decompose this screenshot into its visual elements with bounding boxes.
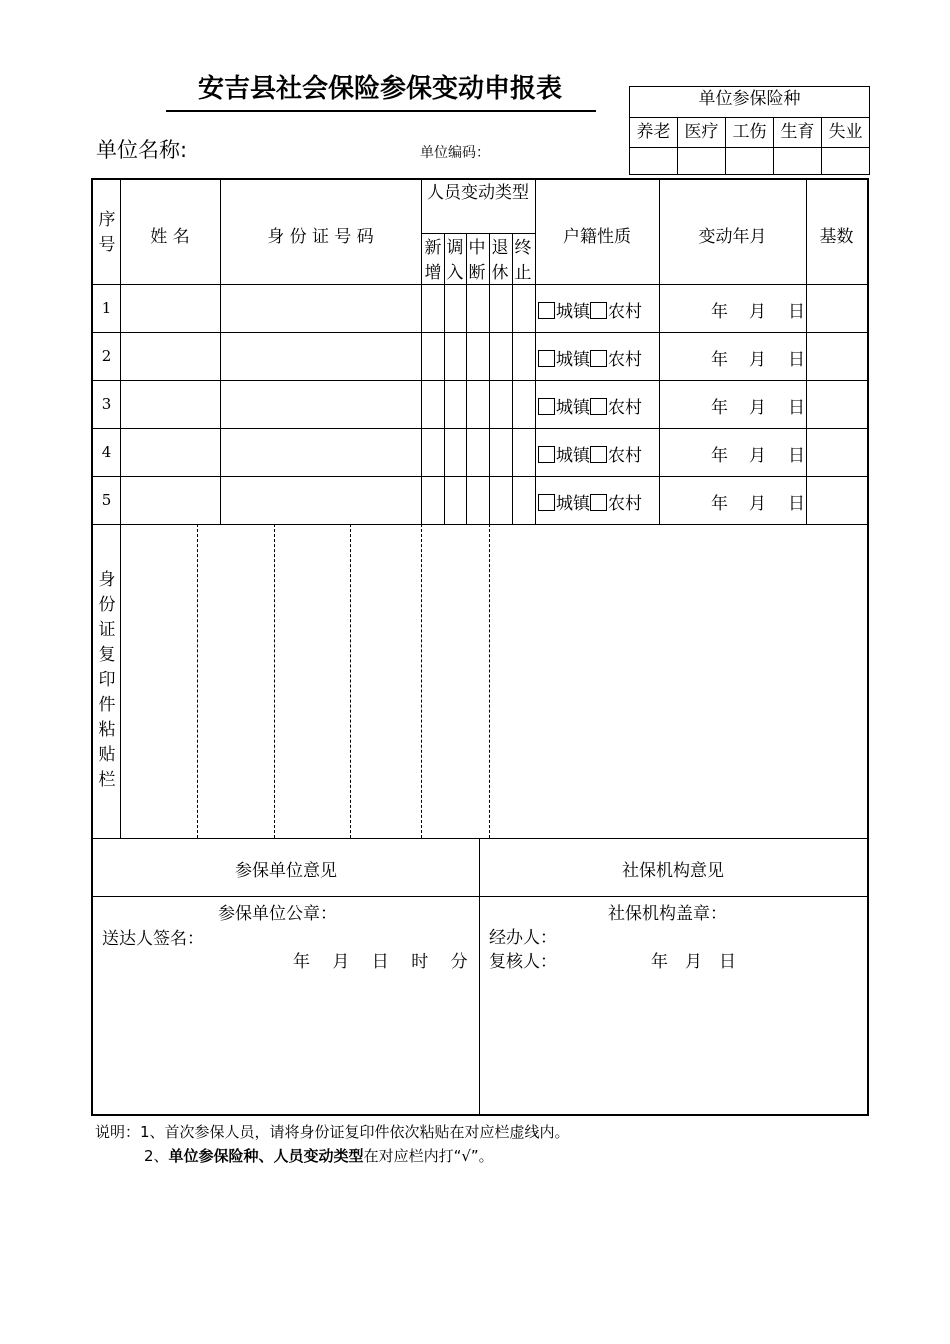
checkbox-urban[interactable] <box>538 302 555 319</box>
unit-seal-label: 参保单位公章： <box>218 904 337 924</box>
rural-label: 农村 <box>608 398 642 418</box>
date-year: 年 <box>711 494 728 514</box>
insurance-type-labels <box>630 117 869 148</box>
insurance-check-cell[interactable] <box>822 147 869 174</box>
header-hukou: 户籍性质 <box>563 227 631 247</box>
reviewer-label: 复核人： <box>489 952 557 972</box>
row-line <box>421 233 535 234</box>
date-year: 年 <box>711 302 728 322</box>
checkbox-rural[interactable] <box>590 398 607 415</box>
hukou-options <box>538 393 642 418</box>
rural-label: 农村 <box>608 350 642 370</box>
hukou-options <box>538 297 642 322</box>
paste-guide-line <box>489 524 490 838</box>
hukou-options <box>538 345 642 370</box>
note-line-2-bold: 单位参保险种、人员变动类型 <box>168 1147 364 1165</box>
header-change-new: 新增 <box>424 238 442 283</box>
row-seq: 2 <box>101 347 112 365</box>
checkbox-urban[interactable] <box>538 398 555 415</box>
urban-label: 城镇 <box>556 398 590 418</box>
date-day: 日 <box>788 494 805 514</box>
date-month: 月 <box>749 398 766 418</box>
unit-code-label: 单位编码： <box>420 145 490 161</box>
checkbox-rural[interactable] <box>590 446 607 463</box>
row-line <box>93 332 867 333</box>
deliverer-signature-label: 送达人签名： <box>102 929 204 949</box>
urban-label: 城镇 <box>556 446 590 466</box>
checkbox-urban[interactable] <box>538 494 555 511</box>
header-id: 身 份 证 号 码 <box>267 227 374 247</box>
paste-guide-line <box>421 524 422 838</box>
header-change-retire: 退休 <box>491 238 509 283</box>
row-line <box>93 380 867 381</box>
row-line <box>93 896 867 897</box>
header-seq: 序号 <box>98 210 116 255</box>
col-line <box>120 180 121 838</box>
row-line <box>93 476 867 477</box>
header-base: 基数 <box>819 227 854 247</box>
note-line-2-suffix: 在对应栏内打“√”。 <box>363 1147 494 1165</box>
insurance-type-unemployment: 失业 <box>828 122 863 142</box>
row-seq: 5 <box>101 491 112 509</box>
hukou-options <box>538 441 642 466</box>
form-title: 安吉县社会保险参保变动申报表 <box>197 74 562 104</box>
urban-label: 城镇 <box>556 302 590 322</box>
header-change-date: 变动年月 <box>698 227 767 247</box>
insurance-check-cell[interactable] <box>774 147 822 174</box>
unit-name-label: 单位名称: <box>96 138 188 162</box>
checkbox-rural[interactable] <box>590 350 607 367</box>
row-seq: 3 <box>101 395 112 413</box>
header-name: 姓 名 <box>150 227 190 247</box>
row-line <box>93 524 867 525</box>
handler-label: 经办人： <box>489 928 557 948</box>
insurance-type-box <box>629 86 870 175</box>
unit-opinion-title: 参保单位意见 <box>235 861 337 881</box>
urban-label: 城镇 <box>556 350 590 370</box>
header-change-type: 人员变动类型 <box>427 183 529 203</box>
insurance-type-injury: 工伤 <box>726 117 774 147</box>
title-underline <box>166 110 596 112</box>
paste-guide-line <box>197 524 198 838</box>
date-day: 日 <box>788 446 805 466</box>
agency-opinion-title: 社保机构意见 <box>622 861 724 881</box>
paste-guide-line <box>274 524 275 838</box>
date-month: 月 <box>749 494 766 514</box>
insurance-type-medical: 医疗 <box>678 117 726 147</box>
date-year: 年 <box>711 446 728 466</box>
checkbox-rural[interactable] <box>590 494 607 511</box>
header-change-terminate: 终止 <box>514 238 532 283</box>
note-line-1: 说明：1、首次参保人员，请将身份证复印件依次粘贴在对应栏虚线内。 <box>95 1123 570 1141</box>
paste-guide-line <box>350 524 351 838</box>
insurance-check-cell[interactable] <box>726 147 774 174</box>
unit-datetime-label: 年 月 日 时 分 <box>293 952 468 972</box>
date-day: 日 <box>788 398 805 418</box>
rural-label: 农村 <box>608 494 642 514</box>
row-line <box>93 838 867 839</box>
paste-area-label: 身 份 证 复 印 件 粘 贴 栏 <box>98 570 116 790</box>
date-day: 日 <box>788 350 805 370</box>
checkbox-urban[interactable] <box>538 350 555 367</box>
date-month: 月 <box>749 350 766 370</box>
insurance-type-title: 单位参保险种 <box>630 87 869 118</box>
date-month: 月 <box>749 302 766 322</box>
date-year: 年 <box>711 398 728 418</box>
row-line <box>93 428 867 429</box>
checkbox-urban[interactable] <box>538 446 555 463</box>
insurance-check-cell[interactable] <box>678 147 726 174</box>
row-seq: 4 <box>101 443 112 461</box>
date-month: 月 <box>749 446 766 466</box>
checkbox-rural[interactable] <box>590 302 607 319</box>
insurance-check-cell[interactable] <box>630 147 678 174</box>
main-table <box>91 178 869 1116</box>
agency-seal-label: 社保机构盖章： <box>608 904 727 924</box>
note-line-2 <box>144 1145 494 1166</box>
urban-label: 城镇 <box>556 494 590 514</box>
insurance-type-maternity: 生育 <box>774 117 822 147</box>
header-change-transfer-in: 调入 <box>446 238 464 283</box>
insurance-type-pension: 养老 <box>630 117 678 147</box>
col-line <box>421 180 422 524</box>
insurance-type-checkboxes <box>630 147 869 174</box>
date-year: 年 <box>711 350 728 370</box>
note-line-2-prefix: 2、 <box>144 1147 169 1165</box>
header-change-interrupt: 中断 <box>468 238 486 283</box>
date-day: 日 <box>788 302 805 322</box>
row-seq: 1 <box>101 299 112 317</box>
rural-label: 农村 <box>608 446 642 466</box>
rural-label: 农村 <box>608 302 642 322</box>
hukou-options <box>538 489 642 514</box>
agency-date-label: 年 月 日 <box>651 952 736 972</box>
